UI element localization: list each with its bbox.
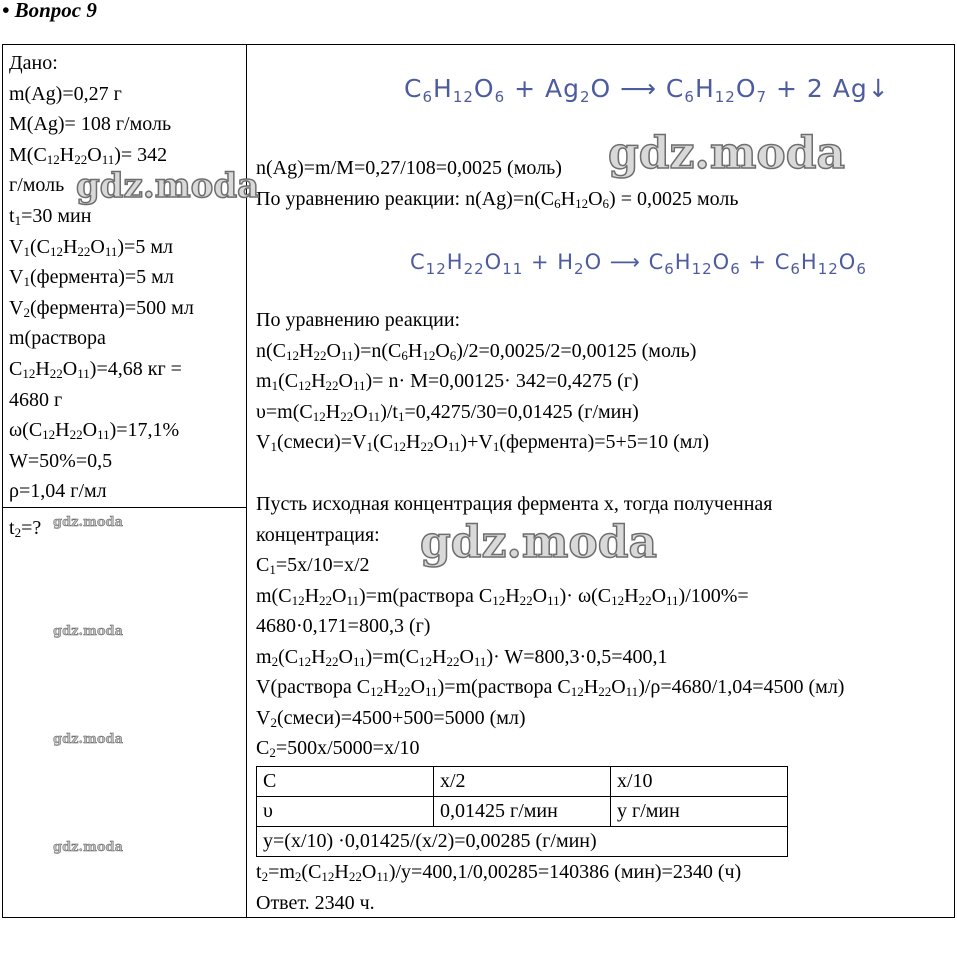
solution-final: [256, 857, 741, 918]
watermark-logo: gdz.moda: [420, 517, 658, 568]
watermark-small: gdz.moda: [53, 840, 124, 855]
solution-line: $\upsilon=m(C_{12}H_{22}O_{11})/t_1=0,4275/30=0,01425$ (г/мин): [256, 400, 639, 424]
solution-line: По уравнению реакции:: [256, 309, 461, 331]
solution-line: $t_2=m_2(C_{12}H_{22}O_{11})/y=400,1/0,00285=140386$ (мин)=2340 (ч): [256, 861, 742, 884]
solution-line: $C_2=500x/5000=x/10$: [256, 737, 420, 760]
table-cell: C: [257, 767, 434, 797]
solution-line: $C_1=5x/10=x/2$: [256, 554, 370, 577]
given-row: $M(C_{12}H_{22}O_{11})= 342$: [9, 143, 168, 167]
solution-line: Пусть исходная концентрация фермента x, тогда полученная: [256, 493, 773, 515]
solution-line: $n(C_{12}H_{22}O_{11})=n(C_6H_{12}O_6)/2=0,0025/2=0,00125$ (моль): [256, 339, 697, 363]
solution-line: По уравнению реакции: $n(Ag)=n(C_6H_{12}O_6) = 0,0025$ моль: [256, 187, 739, 211]
solution-line: $m(C_{12}H_{22}O_{11})=m(раствора$ $C_{12}H_{22}O_{11})\cdot \omega(C_{12}H_{22}O_{11})/100\%=$: [256, 584, 749, 608]
given-row: ρ=1,04 г/мл: [9, 480, 107, 503]
table-row: [257, 797, 788, 827]
solution-line: $V_1(смеси)=V_1(C_{12}H_{22}O_{11})+V_1(фермента)=5+5=10$ (мл): [256, 431, 710, 454]
answer-line: Ответ. 2340 ч.: [256, 891, 375, 914]
solution-line: 4680·0,171=800,3 (г): [256, 615, 431, 637]
table-cell: y=(x/10) ·0,01425/(x/2)=0,00285 (г/мин): [257, 827, 788, 857]
table-cell: x/2: [434, 767, 611, 797]
given-row: г/моль: [9, 174, 65, 197]
solution-block-2: [256, 305, 709, 458]
solution-line: n(Ag)=m/M=0,27/108=0,0025 (моль): [256, 157, 562, 179]
table-cell: 0,01425 г/мин: [434, 797, 611, 827]
solution-line: $m_2(C_{12}H_{22}O_{11})=m(C_{12}H_{22}O_{11})\cdot W=800,3\cdot 0,5=400,1$: [256, 645, 668, 669]
given-row: $C_{12}H_{22}O_{11})=4,68$ кг =: [9, 357, 182, 381]
given-row: $t_1=30$ мин: [9, 204, 92, 228]
solution-line: V(раствора $C_{12}H_{22}O_{11})=m(раствора$ $C_{12}H_{22}O_{11})/\rho=4680/1,04=4500$ (мл): [256, 676, 845, 699]
given-column: [9, 48, 245, 544]
table-cell: y г/мин: [611, 797, 788, 827]
given-row: m(раствора: [9, 327, 106, 350]
find-row: $t_2=$?: [9, 516, 42, 540]
given-row: m(Ag)=0,27 г: [9, 82, 122, 105]
table-cell: x/10: [611, 767, 788, 797]
given-row: W=50%=0,5: [9, 449, 113, 472]
given-row: $V_1(фермента)=5$ мл: [9, 266, 174, 290]
table-cell: υ: [257, 797, 434, 827]
table-row: [257, 767, 788, 797]
solution-line: концентрация:: [256, 523, 380, 546]
watermark-small: gdz.moda: [53, 624, 124, 639]
watermark-small: gdz.moda: [53, 732, 124, 747]
watermark-small: gdz.moda: [53, 515, 124, 530]
solution-line: $V_2(смеси)=4500+500=5000$ (мл): [256, 706, 526, 730]
watermark-logo: gdz.moda: [76, 166, 260, 206]
handwritten-equation-1: $C_6H_{12}O_6 + Ag_2O$ ⟶ $C_6H_{12}O_7 + 2$ Ag↓: [404, 74, 890, 106]
table-row: [257, 827, 788, 857]
solution-line: $m_1(C_{12}H_{22}O_{11})= n\cdot M=0,00125\cdot 342=0,4275$ (г): [256, 370, 639, 393]
question-heading: • Вопрос 9: [2, 0, 97, 22]
given-row: $V_1(C_{12}H_{22}O_{11})=5$ мл: [9, 235, 173, 259]
given-row: $\omega(C_{12}H_{22}O_{11})=17,1\%$: [9, 419, 180, 443]
watermark-logo: gdz.moda: [608, 128, 846, 179]
given-row: M(Ag)= 108 г/моль: [9, 113, 172, 136]
proportion-table: [256, 766, 788, 857]
given-row: 4680 г: [9, 388, 63, 411]
given-row: $V_2(фермента)=500$ мл: [9, 296, 194, 320]
given-title: Дано:: [9, 52, 58, 74]
handwritten-equation-2: $C_{12}H_{22}O_{11} + H_2O$ ⟶ $C_6H_{12}O_6 + C_6H_{12}O_6$: [410, 250, 867, 278]
